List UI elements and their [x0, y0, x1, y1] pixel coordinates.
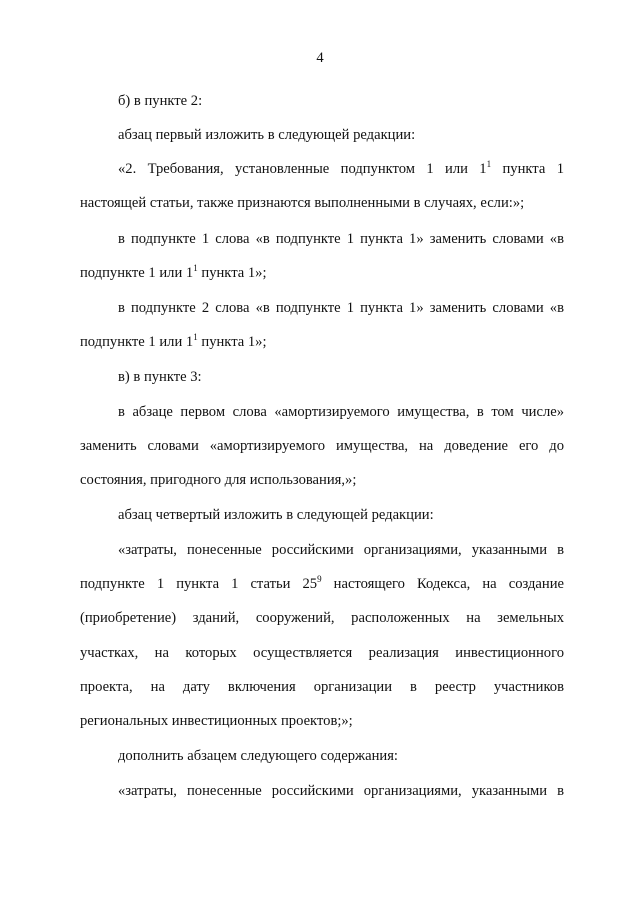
- paragraph-line: настоящей статьи, также признаются выполненными в случаях, если:»;: [80, 195, 525, 211]
- text-run: настоящего Кодекса, на создание: [321, 576, 564, 592]
- paragraph-line: состояния, пригодного для использования,»;: [80, 472, 357, 488]
- text-run: пункта 1»;: [197, 334, 267, 350]
- paragraph-line: абзац четвертый изложить в следующей редакции:: [118, 507, 434, 523]
- paragraph-line: абзац первый изложить в следующей редакции:: [118, 127, 416, 143]
- paragraph-line: в абзаце первом слова «амортизируемого имущества, в том числе»: [118, 404, 564, 420]
- paragraph-line: [118, 160, 564, 178]
- paragraph-line: в) в пункте 3:: [118, 369, 202, 385]
- superscript: 1: [193, 263, 198, 273]
- paragraph-line: (приобретение) зданий, сооружений, расположенных на земельных: [80, 610, 564, 626]
- paragraph-line: [80, 264, 564, 282]
- paragraph-line: дополнить абзацем следующего содержания:: [118, 748, 398, 764]
- paragraph-line: б) в пункте 2:: [118, 93, 203, 109]
- superscript: 9: [317, 574, 322, 584]
- text-run: подпункте 1 пункта 1 статьи 25: [80, 576, 318, 592]
- paragraph-line: [80, 333, 564, 351]
- superscript: 1: [193, 332, 198, 342]
- text-run: «2. Требования, установленные подпунктом 1 или 1: [118, 161, 487, 177]
- paragraph-line: заменить словами «амортизируемого имущества, на доведение его до: [80, 438, 564, 454]
- paragraph-line: участках, на которых осуществляется реализация инвестиционного: [80, 645, 564, 661]
- paragraph-line: «затраты, понесенные российскими организациями, указанными в: [118, 542, 564, 558]
- paragraph-line: в подпункте 1 слова «в подпункте 1 пункта 1» заменить словами «в: [118, 231, 564, 247]
- paragraph-line: [80, 575, 564, 593]
- text-run: подпункте 1 или 1: [80, 334, 194, 350]
- superscript: 1: [486, 159, 492, 169]
- paragraph-line: в подпункте 2 слова «в подпункте 1 пункта 1» заменить словами «в: [118, 300, 564, 316]
- paragraph-line: проекта, на дату включения организации в реестр участников: [80, 679, 564, 695]
- text-run: подпункте 1 или 1: [80, 265, 194, 281]
- text-run: пункта 1: [491, 161, 564, 177]
- paragraph-line: «затраты, понесенные российскими организациями, указанными в: [118, 783, 564, 799]
- paragraph-line: региональных инвестиционных проектов;»;: [80, 713, 353, 729]
- page-number: 4: [316, 50, 324, 66]
- text-run: пункта 1»;: [197, 265, 267, 281]
